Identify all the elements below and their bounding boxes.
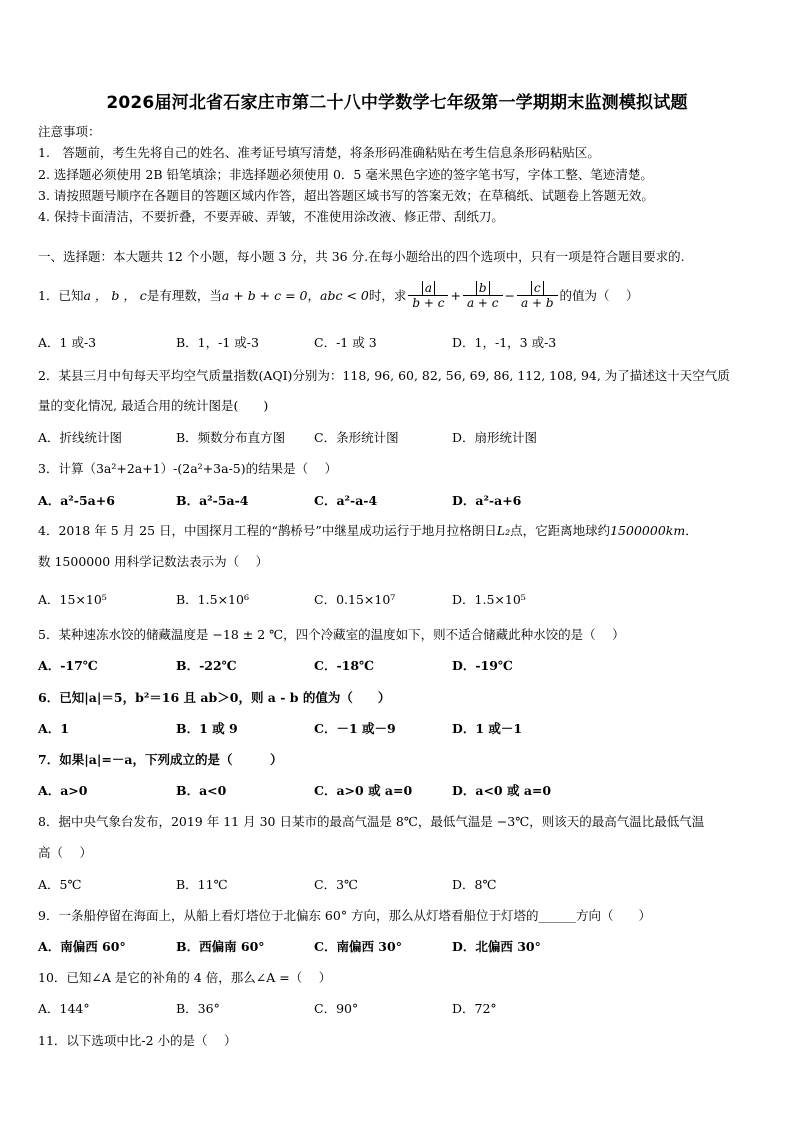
question-11: 11．以下选项中比-2 小的是（ ） <box>38 1033 237 1048</box>
question-8-line-1: 8．据中央气象台发布，2019 年 11 月 30 日某市的最高气温是 8℃，最低气温是 −3℃，则该天的最高气温比最低气温 <box>38 814 705 829</box>
q1-fraction-1 <box>408 281 448 310</box>
question-3: 3．计算（3a²+2a+1）-(2a²+3a-5)的结果是（ ） <box>38 461 338 476</box>
q8-option-d[interactable]: D．8℃ <box>452 877 497 892</box>
q1-comma: ， <box>307 288 321 303</box>
q1-f1-denominator: b + c <box>412 295 445 310</box>
q6-option-d[interactable]: D．1 或－1 <box>452 721 523 736</box>
q1-vars: a ， b ， c <box>83 288 147 303</box>
q7-option-a[interactable]: A．a>0 <box>38 783 88 798</box>
q4-option-a[interactable]: A．15×10⁵ <box>38 592 107 607</box>
q9-option-a[interactable]: A．南偏西 60° <box>38 939 126 954</box>
q7-option-d[interactable]: D．a<0 或 a=0 <box>452 783 552 798</box>
q10-option-b[interactable]: B．36° <box>176 1001 220 1016</box>
q2-option-a[interactable]: A．折线统计图 <box>38 430 123 445</box>
q4-l2: L₂ <box>496 523 511 538</box>
q3-option-a[interactable]: A．a²-5a+6 <box>38 493 115 508</box>
q4-text-c: ． <box>685 523 698 538</box>
q10-option-d[interactable]: D．72° <box>452 1001 497 1016</box>
question-10: 10．已知∠A 是它的补角的 4 倍，那么∠A =（ ） <box>38 970 332 985</box>
q1-option-a[interactable]: A．1 或-3 <box>38 335 97 350</box>
q3-option-d[interactable]: D．a²-a+6 <box>452 493 522 508</box>
q3-option-c[interactable]: C．a²-a-4 <box>314 493 378 508</box>
q1-fraction-2 <box>463 281 503 310</box>
question-2-line-1: 2．某县三月中旬每天平均空气质量指数(AQI)分别为：118, 96, 60, 82, 56, 69, 86, 112, 108, 94, 为了描述这十天空气质 <box>38 368 730 383</box>
q5-option-d[interactable]: D．-19℃ <box>452 658 513 673</box>
q1-cond2: abc < 0 <box>320 287 369 303</box>
q4-option-d[interactable]: D．1.5×10⁵ <box>452 592 526 607</box>
question-5: 5．某种速冻水饺的储藏温度是 −18 ± 2 ℃，四个冷藏室的温度如下，则不适合储藏此种水饺的是（ ） <box>38 627 625 642</box>
question-1 <box>38 272 639 318</box>
question-2-line-2: 量的变化情况, 最适合用的统计图是( ) <box>38 398 269 413</box>
page-title: 2026届河北省石家庄市第二十八中学数学七年级第一学期期末监测模拟试题 <box>106 93 688 113</box>
q1-plus: + <box>450 287 461 303</box>
q6-option-c[interactable]: C．－1 或－9 <box>314 721 396 736</box>
section-heading: 一、选择题：本大题共 12 个小题，每小题 3 分，共 36 分.在每小题给出的四个选项中，只有一项是符合题目要求的. <box>38 249 685 264</box>
q9-option-d[interactable]: D．北偏西 30° <box>452 939 541 954</box>
q1-cond1: a + b + c = 0 <box>221 287 308 303</box>
q1-f2-numerator: b <box>476 281 490 295</box>
q8-option-c[interactable]: C．3℃ <box>314 877 359 892</box>
note-item: 1. 答题前，考生先将自己的姓名、准考证号填写清楚，将条形码准确粘贴在考生信息条形码粘贴区。 <box>38 145 600 160</box>
q2-option-d[interactable]: D．扇形统计图 <box>452 430 538 445</box>
q8-option-b[interactable]: B．11℃ <box>176 877 228 892</box>
q4-text-b: 点，它距离地球约 <box>510 523 611 538</box>
q3-option-b[interactable]: B．a²-5a-4 <box>176 493 249 508</box>
q4-option-c[interactable]: C．0.15×10⁷ <box>314 592 396 607</box>
q7-option-b[interactable]: B．a<0 <box>176 783 227 798</box>
q9-option-b[interactable]: B．西偏南 60° <box>176 939 265 954</box>
note-item: 2. 选择题必须使用 2B 铅笔填涂；非选择题必须使用 0．5 毫米黑色字迹的签字笔书写，字体工整、笔迹清楚。 <box>38 167 653 182</box>
q1-f2-denominator: a + c <box>466 295 499 310</box>
note-item: 3. 请按照题号顺序在各题目的答题区域内作答，超出答题区域书写的答案无效；在草稿纸、试题卷上答题无效。 <box>38 188 654 203</box>
q8-option-a[interactable]: A．5℃ <box>38 877 82 892</box>
question-9: 9．一条船停留在海面上，从船上看灯塔位于北偏东 60° 方向，那么从灯塔看船位于灯塔的______方向（ ） <box>38 908 652 923</box>
q1-option-c[interactable]: C．-1 或 3 <box>314 335 377 350</box>
q1-prefix: 1．已知 <box>38 288 84 303</box>
q5-option-c[interactable]: C．-18℃ <box>314 658 375 673</box>
q6-option-b[interactable]: B．1 或 9 <box>176 721 238 736</box>
q1-f3-numerator: c <box>531 281 544 295</box>
q2-option-b[interactable]: B．频数分布直方图 <box>176 430 286 445</box>
q7-option-c[interactable]: C．a>0 或 a=0 <box>314 783 413 798</box>
q4-distance: 1500000km <box>610 523 686 538</box>
question-8-line-2: 高（ ） <box>38 845 92 860</box>
q1-suffix: 的值为（ ） <box>559 288 639 303</box>
q1-fraction-3 <box>517 281 558 310</box>
q1-f3-denominator: a + b <box>520 295 554 310</box>
question-4-line-1 <box>38 521 698 539</box>
q10-option-a[interactable]: A．144° <box>38 1001 90 1016</box>
question-4-line-2: 数 1500000 用科学记数法表示为（ ） <box>38 554 269 569</box>
q10-option-c[interactable]: C．90° <box>314 1001 359 1016</box>
q2-option-c[interactable]: C．条形统计图 <box>314 430 399 445</box>
question-6: 6．已知|a|＝5，b²＝16 且 ab＞0，则 a - b 的值为（ ） <box>38 690 391 705</box>
q1-ask: 时，求 <box>368 288 407 303</box>
q5-option-a[interactable]: A．-17℃ <box>38 658 98 673</box>
q1-minus: − <box>504 287 515 303</box>
q6-option-a[interactable]: A．1 <box>38 721 69 736</box>
note-item: 4. 保持卡面清洁，不要折叠，不要弄破、弄皱，不准使用涂改液、修正带、刮纸刀。 <box>38 209 504 224</box>
q4-text-a: 4．2018 年 5 月 25 日，中国探月工程的“鹊桥号”中继星成功运行于地月拉格朗日 <box>38 523 497 538</box>
question-7: 7．如果|a|=－a，下列成立的是（ ） <box>38 752 283 767</box>
q1-f1-numerator: a <box>422 281 435 295</box>
q9-option-c[interactable]: C．南偏西 30° <box>314 939 402 954</box>
q1-mid: 是有理数，当 <box>146 288 222 303</box>
q5-option-b[interactable]: B．-22℃ <box>176 658 237 673</box>
q1-option-b[interactable]: B．1，-1 或-3 <box>176 335 259 350</box>
q1-option-d[interactable]: D．1，-1，3 或-3 <box>452 335 557 350</box>
q4-option-b[interactable]: B．1.5×10⁶ <box>176 592 249 607</box>
notes-heading: 注意事项： <box>38 124 101 139</box>
